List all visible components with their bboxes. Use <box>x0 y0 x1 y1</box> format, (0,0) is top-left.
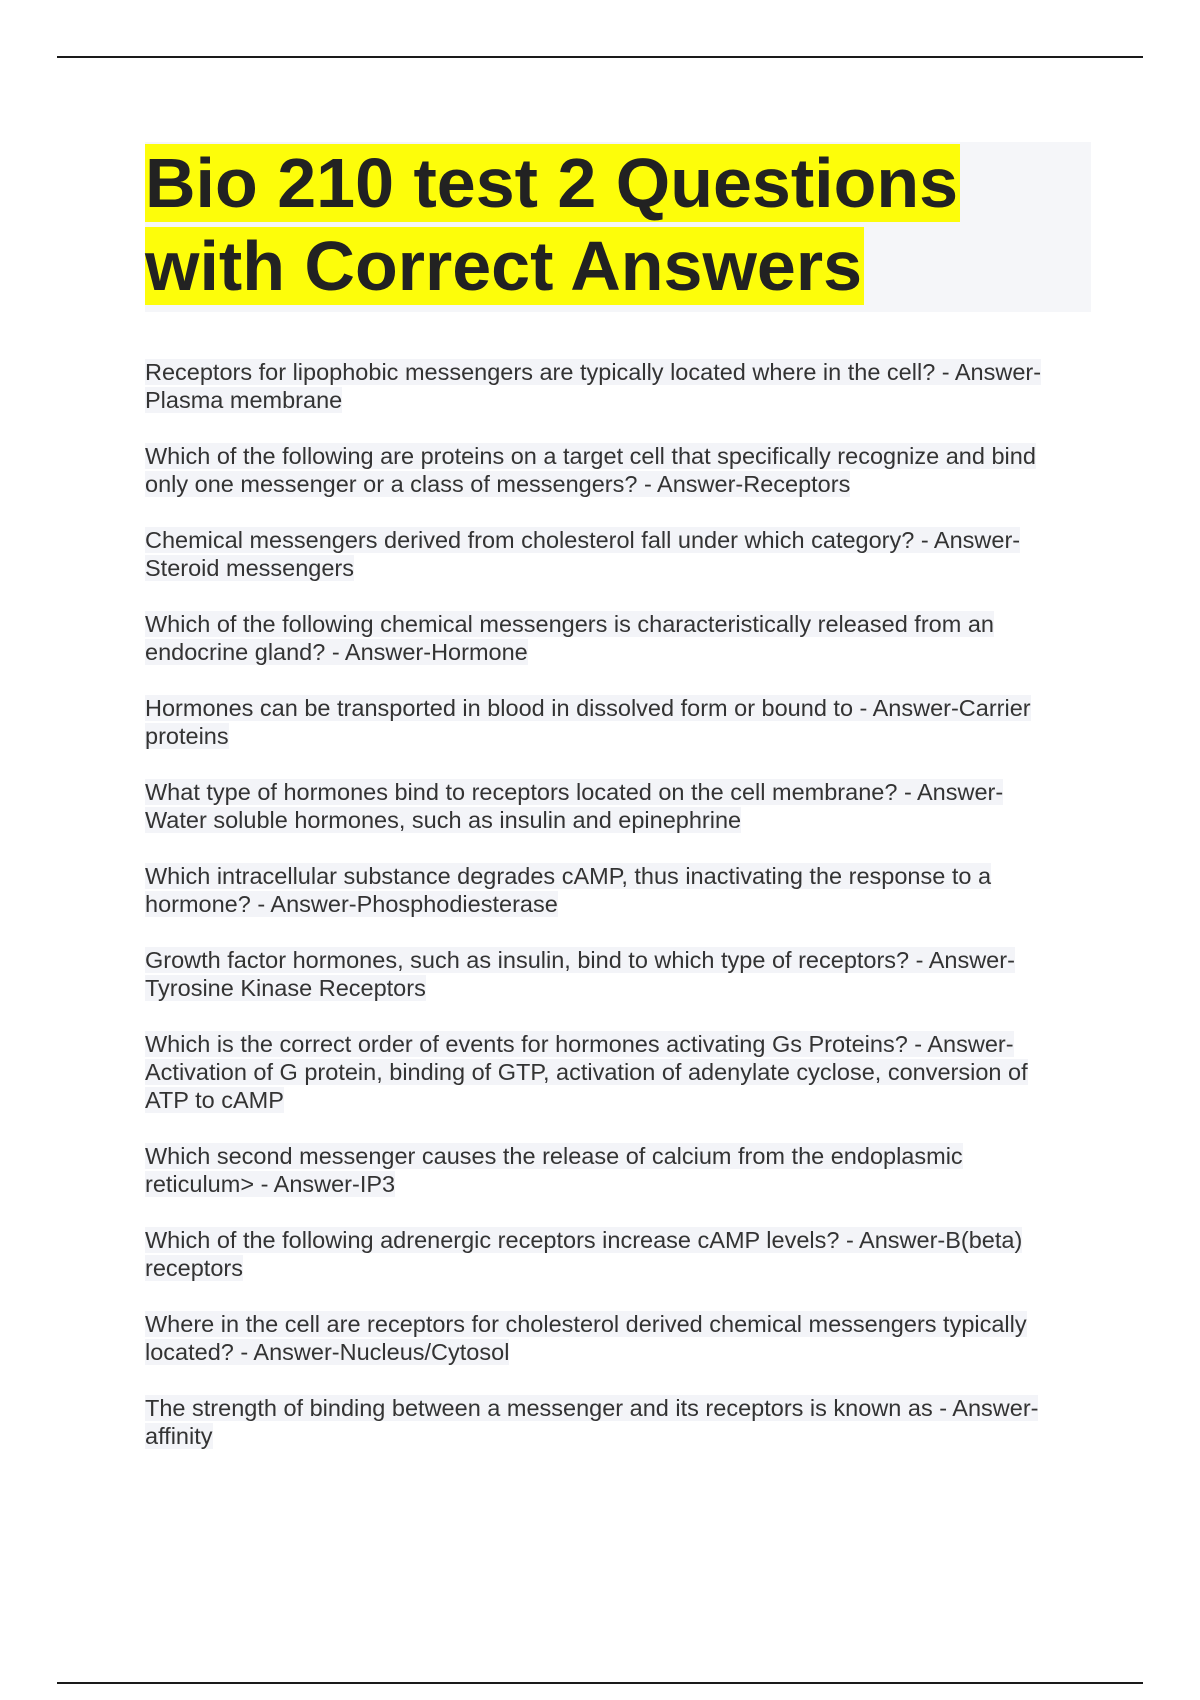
qa-item <box>145 778 1085 834</box>
qa-line: The strength of binding between a messenger and its receptors is known as - Answer- <box>145 1395 1039 1421</box>
qa-line: Which second messenger causes the release of calcium from the endoplasmic <box>145 1143 963 1169</box>
qa-item <box>145 1310 1085 1366</box>
qa-line: Water soluble hormones, such as insulin and epinephrine <box>145 807 742 833</box>
qa-line: hormone? - Answer-Phosphodiesterase <box>145 891 558 917</box>
qa-line: Tyrosine Kinase Receptors <box>145 975 426 1001</box>
qa-item <box>145 946 1085 1002</box>
qa-item <box>145 442 1085 498</box>
qa-item <box>145 1142 1085 1198</box>
qa-item <box>145 862 1085 918</box>
qa-item <box>145 694 1085 750</box>
qa-line: only one messenger or a class of messengers? - Answer-Receptors <box>145 471 851 497</box>
qa-item <box>145 1226 1085 1282</box>
qa-item <box>145 1030 1085 1114</box>
top-rule <box>57 56 1143 58</box>
qa-line: affinity <box>145 1423 213 1449</box>
qa-line: Where in the cell are receptors for cholesterol derived chemical messengers typically <box>145 1311 1027 1337</box>
qa-line: Growth factor hormones, such as insulin, bind to which type of receptors? - Answer- <box>145 947 1015 973</box>
qa-line: receptors <box>145 1255 243 1281</box>
document-title <box>145 142 1091 308</box>
qa-line: located? - Answer-Nucleus/Cytosol <box>145 1339 510 1365</box>
qa-line: reticulum> - Answer-IP3 <box>145 1171 396 1197</box>
qa-line: ATP to cAMP <box>145 1087 284 1113</box>
bottom-rule <box>57 1682 1143 1684</box>
qa-line: endocrine gland? - Answer-Hormone <box>145 639 528 665</box>
qa-line: Which of the following chemical messengers is characteristically released from an <box>145 611 994 637</box>
qa-line: What type of hormones bind to receptors located on the cell membrane? - Answer- <box>145 779 1004 805</box>
qa-line: Steroid messengers <box>145 555 354 581</box>
qa-line: Which of the following are proteins on a target cell that specifically recognize and bind <box>145 443 1036 469</box>
qa-line: Plasma membrane <box>145 387 343 413</box>
qa-line: Activation of G protein, binding of GTP, activation of adenylate cyclose, conversion of <box>145 1059 1028 1085</box>
qa-item <box>145 1394 1085 1450</box>
title-line-2: with Correct Answers <box>145 227 863 305</box>
qa-list <box>145 358 1085 1478</box>
qa-line: Which is the correct order of events for hormones activating Gs Proteins? - Answer- <box>145 1031 1014 1057</box>
title-block <box>145 142 1091 312</box>
qa-line: proteins <box>145 723 229 749</box>
qa-item <box>145 358 1085 414</box>
title-line-1: Bio 210 test 2 Questions <box>145 144 959 222</box>
qa-line: Which of the following adrenergic receptors increase cAMP levels? - Answer-B(beta) <box>145 1227 1023 1253</box>
qa-line: Receptors for lipophobic messengers are typically located where in the cell? - Answer- <box>145 359 1042 385</box>
qa-line: Which intracellular substance degrades cAMP, thus inactivating the response to a <box>145 863 992 889</box>
qa-item <box>145 610 1085 666</box>
qa-item <box>145 526 1085 582</box>
qa-line: Chemical messengers derived from cholesterol fall under which category? - Answer- <box>145 527 1021 553</box>
qa-line: Hormones can be transported in blood in dissolved form or bound to - Answer-Carrier <box>145 695 1031 721</box>
